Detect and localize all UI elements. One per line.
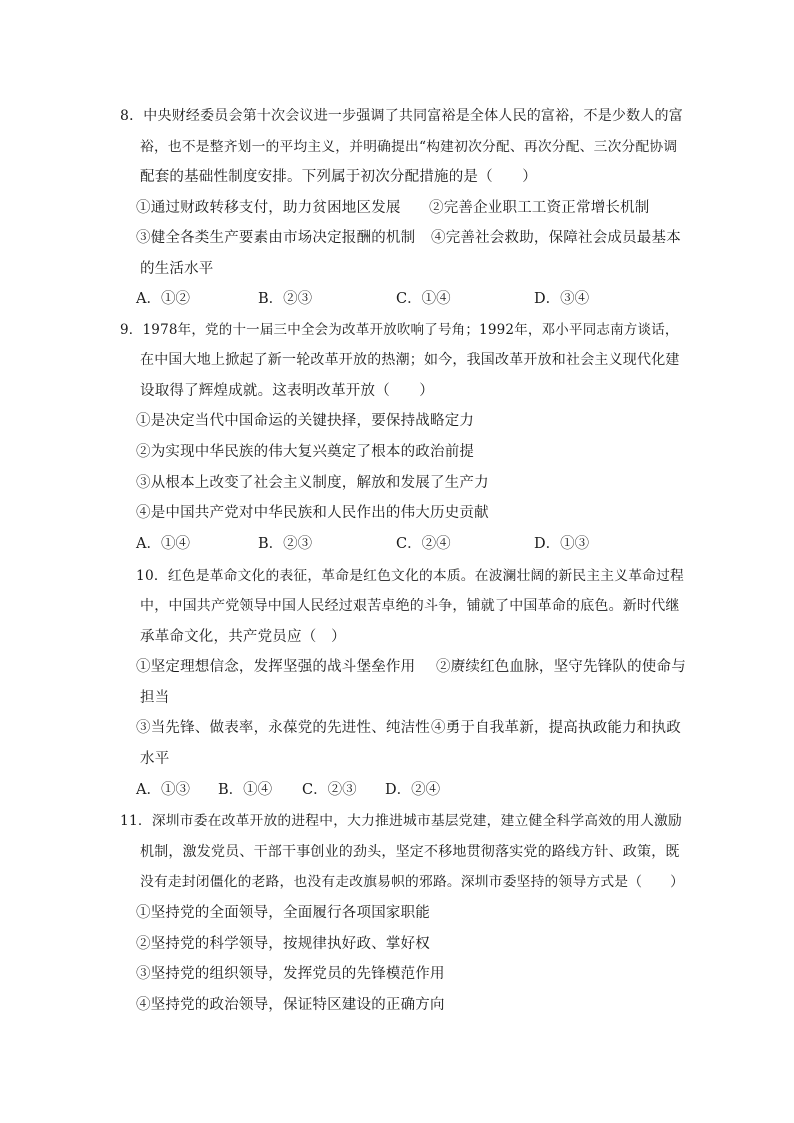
question-stem-line: 在中国大地上掀起了新一轮改革开放的热潮；如今，我国改革开放和社会主义现代化建 <box>140 352 680 368</box>
option-2-continued: 担当 <box>140 690 170 706</box>
option-4-continued: 水平 <box>140 751 170 767</box>
question-stem-line: 8．中央财经委员会第十次会议进一步强调了共同富裕是全体人民的富裕，不是少数人的富 <box>120 108 683 124</box>
choice-b[interactable]: B．②③ <box>258 291 313 307</box>
option-2: ②完善企业职工工资正常增长机制 <box>429 200 650 216</box>
choice-c[interactable]: C．②③ <box>302 782 357 798</box>
option-3: ③坚持党的组织领导，发挥党员的先锋模范作用 <box>136 966 445 982</box>
choice-a[interactable]: A．①③ <box>136 782 190 798</box>
question-stem-line: 裕，也不是整齐划一的平均主义，并明确提出“构建初次分配、再次分配、三次分配协调 <box>140 139 678 155</box>
option-1: ①坚定理想信念，发挥坚强的战斗堡垒作用 <box>136 659 416 675</box>
choice-c[interactable]: C．①④ <box>396 291 451 307</box>
choice-d[interactable]: D．①③ <box>534 536 590 552</box>
question-stem-line: 设取得了辉煌成就。这表明改革开放（ ） <box>140 383 434 399</box>
option-2: ②为实现中华民族的伟大复兴奠定了根本的政治前提 <box>136 444 475 460</box>
option-3: ③健全各类生产要素由市场决定报酬的机制 <box>136 230 416 246</box>
choice-a[interactable]: A．①② <box>136 291 190 307</box>
option-2: ②赓续红色血脉，坚守先锋队的使命与 <box>436 659 686 675</box>
option-4: ④完善社会救助，保障社会成员最基本 <box>431 230 681 246</box>
choice-b[interactable]: B．②③ <box>258 536 313 552</box>
question-stem-line: 没有走封闭僵化的老路，也没有走改旗易帜的邪路。深圳市委坚持的领导方式是（ ） <box>140 874 685 890</box>
choice-d[interactable]: D．②④ <box>385 782 441 798</box>
option-1: ①通过财政转移支付，助力贫困地区发展 <box>136 200 401 216</box>
option-4: ④是中国共产党对中华民族和人民作出的伟大历史贡献 <box>136 505 489 521</box>
question-stem-line: 中，中国共产党领导中国人民经过艰苦卓绝的斗争，铺就了中国革命的底色。新时代继 <box>140 598 680 614</box>
option-3: ③当先锋、做表率，永葆党的先进性、纯洁性 <box>136 720 430 736</box>
choice-a[interactable]: A．①④ <box>136 536 190 552</box>
option-4-continued: 的生活水平 <box>140 261 214 277</box>
option-1: ①坚持党的全面领导，全面履行各项国家职能 <box>136 905 430 921</box>
question-stem-line: 11．深圳市委在改革开放的进程中，大力推进城市基层党建，建立健全科学高效的用人激励 <box>120 813 682 829</box>
choice-d[interactable]: D．③④ <box>534 291 590 307</box>
option-3: ③从根本上改变了社会主义制度，解放和发展了生产力 <box>136 475 489 491</box>
option-2: ②坚持党的科学领导，按规律执好政、掌好权 <box>136 936 430 952</box>
question-stem-line: 10．红色是革命文化的表征，革命是红色文化的本质。在波澜壮阔的新民主主义革命过程 <box>136 568 684 584</box>
question-stem-line: 配套的基础性制度安排。下列属于初次分配措施的是（ ） <box>140 169 537 185</box>
question-stem-line: 机制，激发党员、干部干事创业的劲头，坚定不移地贯彻落实党的路线方针、政策，既 <box>140 844 680 860</box>
choice-b[interactable]: B．①④ <box>218 782 273 798</box>
option-4: ④坚持党的政治领导，保证特区建设的正确方向 <box>136 997 445 1013</box>
option-4: ④勇于自我革新，提高执政能力和执政 <box>431 720 681 736</box>
option-1: ①是决定当代中国命运的关键抉择，要保持战略定力 <box>136 413 475 429</box>
choice-c[interactable]: C．②④ <box>396 536 451 552</box>
question-stem-line: 9．1978年，党的十一届三中全会为改革开放吹响了号角；1992年，邓小平同志南方谈话， <box>120 322 679 338</box>
question-stem-line: 承革命文化，共产党员应（ ） <box>140 629 346 645</box>
